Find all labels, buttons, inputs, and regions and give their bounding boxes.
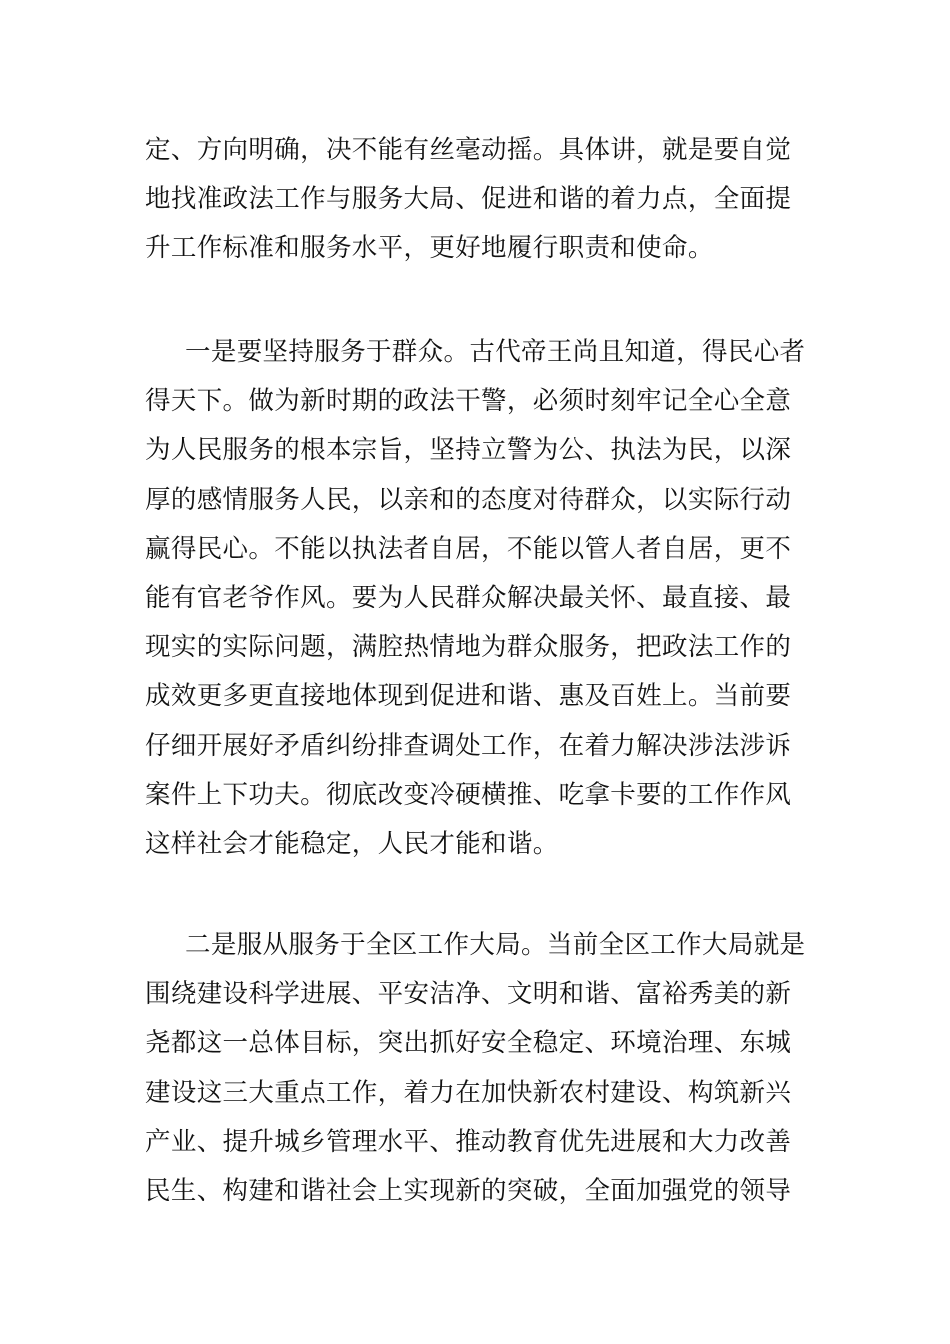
text-line: 一是要坚持服务于群众。古代帝王尚且知道，得民心者	[185, 337, 806, 367]
text-line: 尧都这一总体目标，突出抓好安全稳定、环境治理、东城	[145, 1028, 792, 1059]
paragraph-serve-the-people	[145, 328, 807, 869]
text-line: 产业、提升城乡管理水平、推动教育优先进展和大力改善	[145, 1126, 792, 1157]
text-line: 升工作标准和服务水平，更好地履行职责和使命。	[145, 233, 714, 264]
paragraph-continuation	[145, 126, 807, 274]
text-line: 案件上下功夫。彻底改变冷硬横推、吃拿卡要的工作作风	[145, 779, 792, 810]
text-line: 围绕建设科学进展、平安洁净、文明和谐、富裕秀美的新	[145, 979, 792, 1010]
text-line: 能有官老爷作风。要为人民群众解决最关怀、最直接、最	[145, 582, 792, 613]
text-line: 这样社会才能稳定，人民才能和谐。	[145, 828, 559, 859]
text-line: 地找准政法工作与服务大局、促进和谐的着力点，全面提	[145, 184, 792, 215]
text-line: 建设这三大重点工作，着力在加快新农村建设、构筑新兴	[145, 1077, 792, 1108]
text-line: 得天下。做为新时期的政法干警，必须时刻牢记全心全意	[145, 386, 792, 417]
text-line: 民生、构建和谐社会上实现新的突破，全面加强党的领导	[145, 1175, 792, 1206]
text-line: 赢得民心。不能以执法者自居，不能以管人者自居，更不	[145, 533, 792, 564]
text-line: 仔细开展好矛盾纠纷排查调处工作，在着力解决涉法涉诉	[145, 730, 792, 761]
text-line: 现实的实际问题，满腔热情地为群众服务，把政法工作的	[145, 632, 792, 663]
text-line: 定、方向明确，决不能有丝毫动摇。具体讲，就是要自觉	[145, 135, 792, 165]
text-line: 成效更多更直接地体现到促进和谐、惠及百姓上。当前要	[145, 681, 792, 712]
text-line: 为人民服务的根本宗旨，坚持立警为公、执法为民，以深	[145, 435, 792, 466]
text-line: 厚的感情服务人民，以亲和的态度对待群众，以实际行动	[145, 484, 792, 515]
text-line: 二是服从服务于全区工作大局。当前全区工作大局就是	[185, 930, 806, 960]
paragraph-serve-the-district	[145, 921, 807, 1216]
